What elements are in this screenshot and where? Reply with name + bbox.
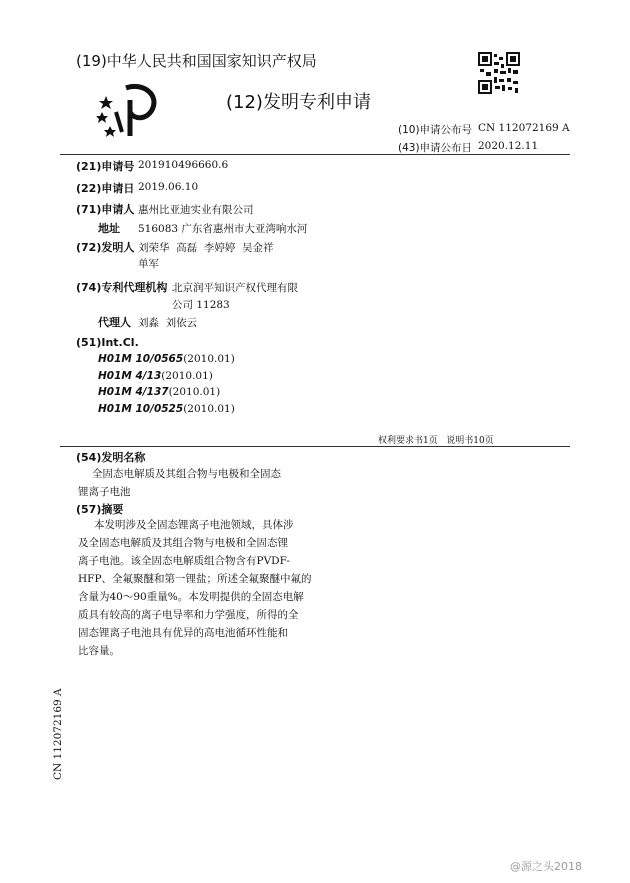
title-label: (54)发明名称 (76, 451, 146, 464)
side-pub-no: CN 112072169 A (52, 688, 64, 780)
agency-line-1: 北京润平知识产权代理有限 (172, 282, 298, 294)
inventor-label: (72)发明人 (76, 241, 135, 254)
qr-code-icon (478, 52, 520, 94)
pub-no-label: (10)申请公布号 (398, 124, 473, 136)
pub-date: 2020.12.11 (478, 140, 539, 152)
app-no: 201910496660.6 (138, 159, 229, 171)
app-date-label: (22)申请日 (76, 182, 135, 195)
agent: 刘淼 刘依云 (138, 317, 198, 329)
address-label: 地址 (98, 222, 120, 235)
pages-info: 权利要求书1页 说明书10页 (378, 436, 494, 446)
ipc-entry: H01M 4/13(2010.01) (98, 370, 213, 382)
inventor-line-2: 单军 (138, 258, 159, 270)
abstract-label: (57)摘要 (76, 503, 124, 516)
app-date: 2019.06.10 (138, 181, 199, 193)
cnipa-logo-icon (96, 82, 164, 140)
address: 516083 广东省惠州市大亚湾响水河 (138, 223, 308, 235)
section-divider (60, 446, 570, 447)
inventor-line-1: 刘荣华 高磊 李婷婷 吴金祥 (138, 242, 274, 254)
ipc-entry: H01M 4/137(2010.01) (98, 386, 221, 398)
app-no-label: (21)申请号 (76, 160, 135, 173)
watermark: @源之头2018 (510, 860, 582, 873)
ipc-entry: H01M 10/0525(2010.01) (98, 403, 235, 415)
pub-date-label: (43)申请公布日 (398, 142, 473, 154)
header-divider (60, 154, 570, 155)
invention-title: 全固态电解质及其组合物与电极和全固态 锂离子电池 (78, 468, 281, 498)
abstract-text: 本发明涉及全固态锂离子电池领域，具体涉 及全固态电解质及其组合物与电极和全固态锂 离子电池。该全固态电解质组合物含有PVDF- HFP、全氟聚醚和第一锂盐；所述全氟聚醚中氟的 含量为40～90重量%。本发明提供的全固态电解 质具有较高的离子电导率和力学强度，所得的全 固态锂离子电池具有优异的高电池循环性能和 比容量。 (78, 519, 312, 657)
intcl-label: (51)Int.Cl. (76, 336, 139, 349)
ipc-entry: H01M 10/0565(2010.01) (98, 353, 235, 365)
agency-line-2: 公司 11283 (172, 299, 230, 311)
applicant: 惠州比亚迪实业有限公司 (138, 204, 254, 216)
document-type: (12)发明专利申请 (226, 92, 371, 113)
office-name: (19)中华人民共和国国家知识产权局 (76, 52, 317, 70)
pub-no: CN 112072169 A (478, 122, 570, 134)
applicant-label: (71)申请人 (76, 203, 135, 216)
agency-label: (74)专利代理机构 (76, 281, 168, 294)
agent-label: 代理人 (98, 316, 131, 329)
